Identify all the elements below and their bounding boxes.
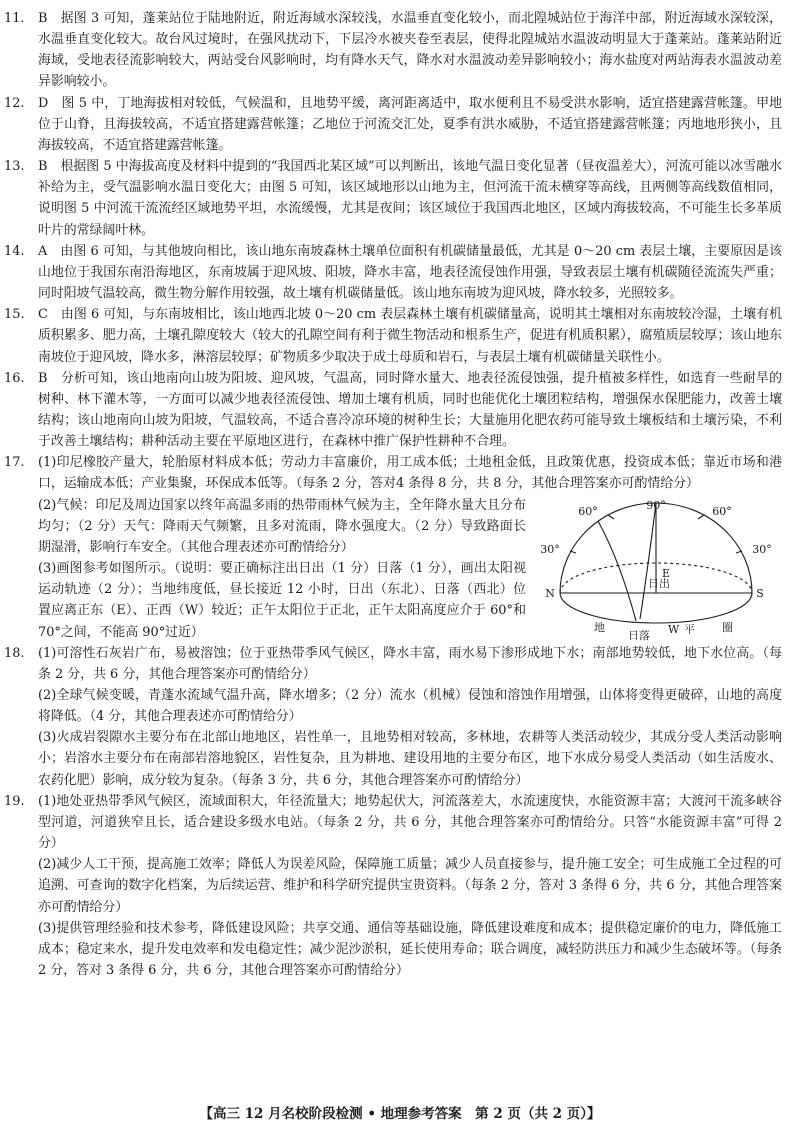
- answer-17-part-3: (3)画图参考如图所示。（说明：要正确标注出日出（1 分）日落（1 分），画出太阳视运动轨迹（2 分）；当地纬度低，昼长接近 12 小时，日出（东北）、日落（西北）位置应离正东（E）、正西（W）较近；正午太阳位于正北，正午太阳高度应介于 60°和 70°之间，不能高 90°过近）: [38, 561, 526, 640]
- answer-text: B 根据图 5 中海拔高度及材料中提到的“我国西北某区域”可以判断出，该地气温日变化显著（昼夜温差大），河流可能以冰雪融水补给为主，受气温影响水温日变化大；由图 5 可知，该区域地形以山地为主，但河流干流未横穿等高线，且两侧等高线数值相同，说明图 5 中河流干流流经区域地势平坦，水流缓慢，尤其是夜间；该区域位于我国西北地区，区域内海拔较高，不可能生长多革质叶片的常绿阔叶林。: [38, 159, 782, 238]
- label-60-left: 60°: [578, 504, 598, 518]
- answer-11: [4, 8, 782, 93]
- label-ground-2: 平: [684, 622, 695, 636]
- answer-19-part-2: (2)减少人工干预，提高施工效率；降低人为误差风险，保障施工质量；减少人员直接参与，提升施工安全；可生成施工全过程的可追溯、可查询的数字化档案，为后续运营、维护和科学研究提供宝贵资料。（每条 2 分，答对 3 条得 6 分，共 6 分，其他合理答案亦可酌情给分）: [38, 857, 782, 915]
- answer-text: A 由图 6 可知，与其他坡向相比，该山地东南坡森林土壤单位面积有机碳储量最低，尤其是 0～20 cm 表层土壤，主要原因是该山地位于我国东南沿海地区，东南坡属于迎风坡、阳坡，降水丰富，地表径流侵蚀作用强，导致表层土壤有机碳随径流流失严重；同时阳坡气温较高，微生物分解作用较强，故土壤有机碳储量低。该山地东南坡为迎风坡，降水较多，光照较多。: [38, 243, 782, 302]
- page-footer: 【高三 12 月名校阶段检测 • 地理参考答案 第 2 页（共 2 页）】: [199, 1106, 601, 1122]
- label-60-right: 60°: [712, 504, 732, 518]
- answer-13: [4, 156, 782, 241]
- label-west: W: [668, 622, 680, 636]
- question-number: 11.: [4, 11, 25, 26]
- answer-text: B 分析可知，该山地南向山坡为阳坡、迎风坡，气温高，同时降水量大、地表径流侵蚀强，提升植被多样性，如选育一些耐旱的树种、林下灌木等，一方面可以减少地表径流侵蚀、增加土壤有机质，同时也能优化土壤团粒结构，增强保水保肥能力，改善土壤结构；该山地南向山坡为阳坡，气温较高，不适合喜冷凉环境的树种生长；大量施用化肥农药可能导致土壤板结和土壤污染，不利于改善土壤结构；耕种活动主要在平原地区进行，在森林中推广保护性耕种不合理。: [38, 370, 782, 450]
- answer-document: [4, 8, 782, 981]
- question-number: 15.: [4, 307, 25, 323]
- tick-60-left: [608, 515, 614, 519]
- label-sunrise: 日出: [648, 576, 670, 590]
- answer-12: [4, 93, 782, 156]
- sun-path-arc: [598, 521, 636, 621]
- answer-18-part-1: (1)可溶性石灰岩广布，易被溶蚀；位于亚热带季风气候区，降水丰富，雨水易下渗形成地下水；南部地势较低，地下水位高。（每条 2 分，共 6 分，其他合理答案亦可酌情给分）: [38, 645, 782, 682]
- label-ground-3: 圈: [722, 620, 733, 634]
- label-30-left: 30°: [540, 542, 560, 556]
- answer-18-part-3: (3)火成岩裂隙水主要分布在北部山地地区，岩性单一，且地势相对较高，多林地，农耕等人类活动较少，其成分受人类活动影响小；岩溶水主要分布在南部岩溶地貌区，岩性复杂，且为耕地、建设用地的主要分布区，地下水成分易受人类活动（如生活废水、农药化肥）影响，成分较为复杂。（每条 3 分，共 6 分，其他合理答案亦可酌情给分）: [38, 730, 782, 788]
- sun-path-diagram: [536, 497, 776, 655]
- question-number: 16.: [4, 370, 25, 386]
- answer-19-part-1: (1)地处亚热带季风气候区，流域面积大，年径流量大；地势起伏大，河流落差大，水流速度快，水能资源丰富；大渡河干流多峡谷型河道，河道狭窄且长，适合建设多级水电站。（每条 2 分，共 6 分，其他合理答案亦可酌情给分。只答“水能资源丰富”可得 2 分）: [38, 793, 782, 852]
- answer-17-part-1: (1)印尼橡胶产量大，轮胎原材料成本低；劳动力丰富廉价，用工成本低；土地租金低，且政策优惠，投资成本低；靠近市场和港口，运输成本低；产业集聚，环保成本低等。（每条 2 分，答对4 条得 8 分，共 8 分，其他合理答案亦可酌情给分）: [38, 455, 782, 492]
- answer-16: [4, 368, 782, 453]
- question-number: 17.: [4, 455, 25, 471]
- answer-text: B 据图 3 可知，蓬莱站位于陆地附近，附近海域水深较浅，水温垂直变化较小，而北隍城站位于海洋中部，附近海域水深较深，水温垂直变化较大。故台风过境时，在强风扰动下，下层冷水被夹卷至表层，使得北隍城站水温波动明显大于蓬莱站。蓬莱站附近海域，受地表径流影响较大，两站受台风影响时，均有降水天气，降水对水温波动差异影响较小；海水盐度对两站海表水温波动差异影响较小。: [38, 11, 782, 90]
- horizon-front: [560, 593, 752, 623]
- answer-19: [4, 791, 782, 981]
- question-number: 13.: [4, 159, 25, 175]
- answer-15: [4, 304, 782, 367]
- question-number: 14.: [4, 243, 25, 259]
- label-south: S: [756, 586, 764, 600]
- label-east: E: [662, 566, 671, 580]
- answer-17-figure-block: [38, 495, 782, 643]
- answer-14: [4, 241, 782, 304]
- answer-17: [4, 452, 782, 642]
- answer-17-figure-text: [38, 495, 526, 643]
- answer-18: [4, 643, 782, 791]
- label-sunset: 日落: [628, 628, 650, 642]
- tick-60-right: [698, 515, 704, 519]
- answer-text: D 图 5 中，丁地海拔相对较低，气候温和，且地势平缓，离河距离适中，取水便利且不易受洪水影响，适宜搭建露营帐篷。甲地位于山脊，且海拔较高，不适宜搭建露营帐篷；乙地位于河流交汇处，夏季有洪水威胁，不适宜搭建露营帐篷；丙地地形狭小，且海拔较高，不适宜搭建露营帐篷。: [38, 95, 782, 153]
- question-number: 18.: [4, 645, 25, 661]
- label-north: N: [545, 586, 555, 600]
- question-number: 12.: [4, 95, 25, 111]
- label-ground-1: 地: [594, 620, 605, 634]
- label-30-right: 30°: [752, 542, 772, 556]
- answer-17-part-2: (2)气候：印尼及周边国家以终年高温多雨的热带雨林气候为主，全年降水量大且分布均匀；（2 分）天气：降雨天气频繁，且多对流雨，降水强度大。（2 分）导致路面长期湿滑，影响行车安全。（其他合理表述亦可酌情给分）: [38, 497, 526, 555]
- question-number: 19.: [4, 793, 25, 809]
- answer-text: C 由图 6 可知，与东南坡相比，该山地西北坡 0～20 cm 表层森林土壤有机碳储量高，说明其土壤相对东南坡较冷湿，土壤有机质积累多、肥力高，土壤孔隙度较大（较大的孔隙空间有利于微生物活动和根系生产，促进有机质积累），腐殖质层较厚；该山地东南坡位于迎风坡，降水多，淋溶层较厚；矿物质多少取决于成土母质和岩石，与表层土壤有机碳储量关联性小。: [38, 307, 782, 365]
- answer-19-part-3: (3)提供管理经验和技术参考，降低建设风险；共享交通、通信等基础设施，降低建设难度和成本；提供稳定廉价的电力，降低施工成本；稳定来水，提升发电效率和发电稳定性；减少泥沙淤积，延长使用寿命；联合调度，减轻防洪压力和减少生态破坏等。（每条 2 分，答对 3 条得 6 分，共 6 分，其他合理答案亦可酌情给分）: [38, 920, 782, 979]
- answer-18-part-2: (2)全球气候变暖，青蓬水流域气温升高，降水增多；（2 分）流水（机械）侵蚀和溶蚀作用增强，山体将变得更破碎，山地的高度将降低。（4 分，其他合理表述亦可酌情给分）: [38, 688, 782, 725]
- meridian-arc: [640, 503, 656, 619]
- label-90: 90°: [646, 498, 666, 512]
